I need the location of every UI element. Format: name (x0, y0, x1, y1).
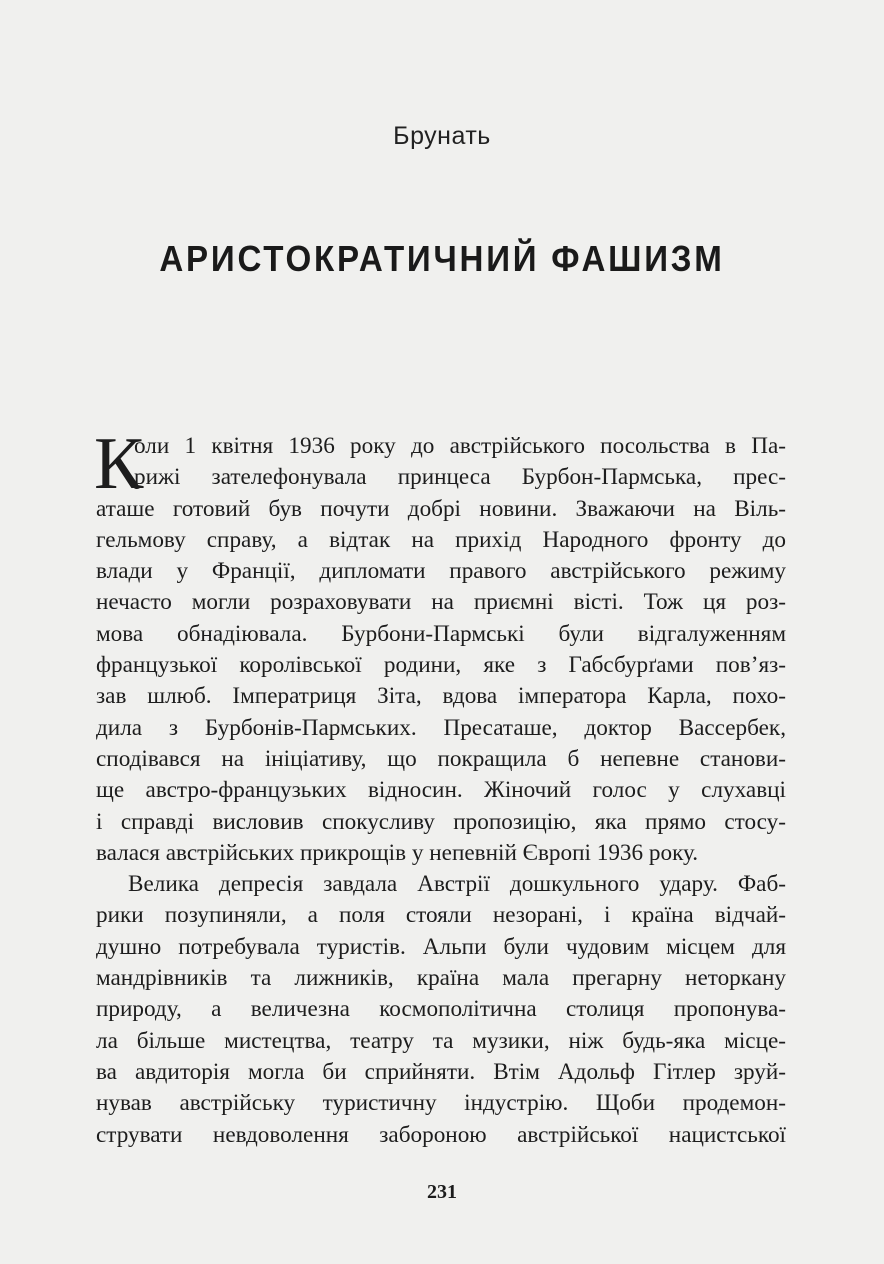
text-line: нечасто могли розраховувати на приємні вісті. Тож ця роз- (96, 589, 786, 616)
text-line: дила з Бурбонів-Пармських. Пресаташе, доктор Вассербек, (96, 714, 786, 741)
text-line: валася австрійських прикрощів у непевній Європі 1936 року. (96, 839, 699, 866)
text-line: мандрівників та лижників, країна мала прегарну неторкану (96, 965, 786, 992)
chapter-title: АРИСТОКРАТИЧНИЙ ФАШИЗМ (159, 238, 725, 279)
text-line: сподівався на ініціативу, що покращила б непевне станови- (96, 745, 786, 772)
text-line: ва авдиторія могла би сприйняти. Втім Адольф Гітлер зруй- (96, 1058, 786, 1085)
text-line: і справді висловив спокусливу пропозицію, яка прямо стосу- (96, 808, 786, 835)
text-line: струвати невдоволення забороною австрійської нацистської (96, 1121, 786, 1148)
text-line: аташе готовий був почути добрі новини. Зважаючи на Віль- (96, 495, 786, 522)
paragraph (94, 423, 786, 869)
text-line: рики позупиняли, а поля стояли незорані, і країна відчай- (96, 902, 786, 929)
chapter-label: Брунать (393, 122, 491, 150)
text-line: ла більше мистецтва, театру та музики, ніж будь-яка місце- (96, 1027, 786, 1054)
text-line: ще австро-французьких відносин. Жіночий голос у слухавці (96, 777, 786, 804)
drop-cap: К (94, 423, 144, 505)
body-text (94, 423, 786, 1151)
text-line: влади у Франції, дипломати правого австрійського режиму (96, 558, 786, 585)
text-line: природу, а величезна космополітична столиця пропонува- (96, 996, 786, 1023)
text-line: зав шлюб. Імператриця Зіта, вдова імператора Карла, похо- (96, 683, 786, 710)
text-line: французької королівської родини, яке з Габсбурґами пов’яз- (96, 652, 786, 679)
text-line: мова обнадіювала. Бурбони-Пармські були відгалуженням (96, 620, 786, 647)
text-line: гельмову справу, а відтак на прихід Народного фронту до (96, 526, 786, 553)
text-line: душно потребувала туристів. Альпи були чудовим місцем для (96, 933, 786, 960)
text-line: Велика депресія завдала Австрії дошкульного удару. Фаб- (128, 871, 786, 898)
page-number: 231 (427, 1181, 457, 1203)
text-line: рижі зателефонувала принцеса Бурбон-Пармська, прес- (134, 464, 786, 491)
text-line: нував австрійську туристичну індустрію. Щоби продемон- (96, 1090, 786, 1117)
paragraph (96, 869, 786, 1151)
text-line: оли 1 квітня 1936 року до австрійського посольства в Па- (134, 433, 786, 459)
